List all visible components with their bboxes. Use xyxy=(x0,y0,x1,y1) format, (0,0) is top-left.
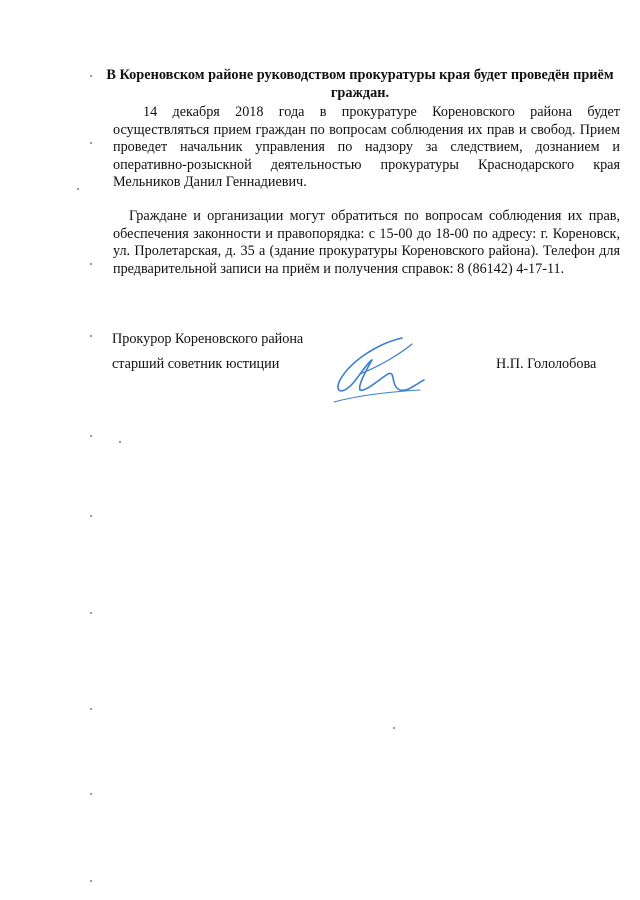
signatory-name: Н.П. Гололобова xyxy=(496,356,597,372)
scan-speck xyxy=(90,708,92,710)
scan-speck xyxy=(77,188,79,190)
handwritten-signature xyxy=(316,330,436,410)
scan-speck xyxy=(90,263,92,265)
document-title: В Кореновском районе руководством прокуратуры края будет проведён приём граждан. xyxy=(106,67,614,101)
scan-speck xyxy=(90,435,92,437)
paragraph-reception-announcement: 14 декабря 2018 года в прокуратуре Кореновского района будет осуществляться прием граждан по вопросам соблюдения их прав и свобод. Прием проведет начальник управления по надзору за следствием, дознанием и оперативно-розыскной деятельностью прокуратуры Краснодарского края Мельников Данил Геннадиевич. xyxy=(113,104,620,190)
scan-speck xyxy=(393,727,395,729)
scan-speck xyxy=(119,441,121,443)
scan-speck xyxy=(90,612,92,614)
signatory-position: Прокурор Кореновского района xyxy=(112,331,304,347)
paragraph-contact-info: Граждане и организации могут обратиться по вопросам соблюдения их прав, обеспечения законности и правопорядка: с 15-00 до 18-00 по адресу: г. Кореновск, ул. Пролетарская, д. 35 а (здание прокуратуры Кореновского района). Телефон для предварительной записи на приём и получения справок: 8 (86142) 4-17-11. xyxy=(113,208,620,277)
signatory-rank: старший советник юстиции xyxy=(112,356,280,372)
scan-speck xyxy=(90,75,92,77)
scan-speck xyxy=(90,335,92,337)
scan-speck xyxy=(90,142,92,144)
scan-speck xyxy=(90,515,92,517)
scan-speck xyxy=(90,880,92,882)
scan-speck xyxy=(90,793,92,795)
